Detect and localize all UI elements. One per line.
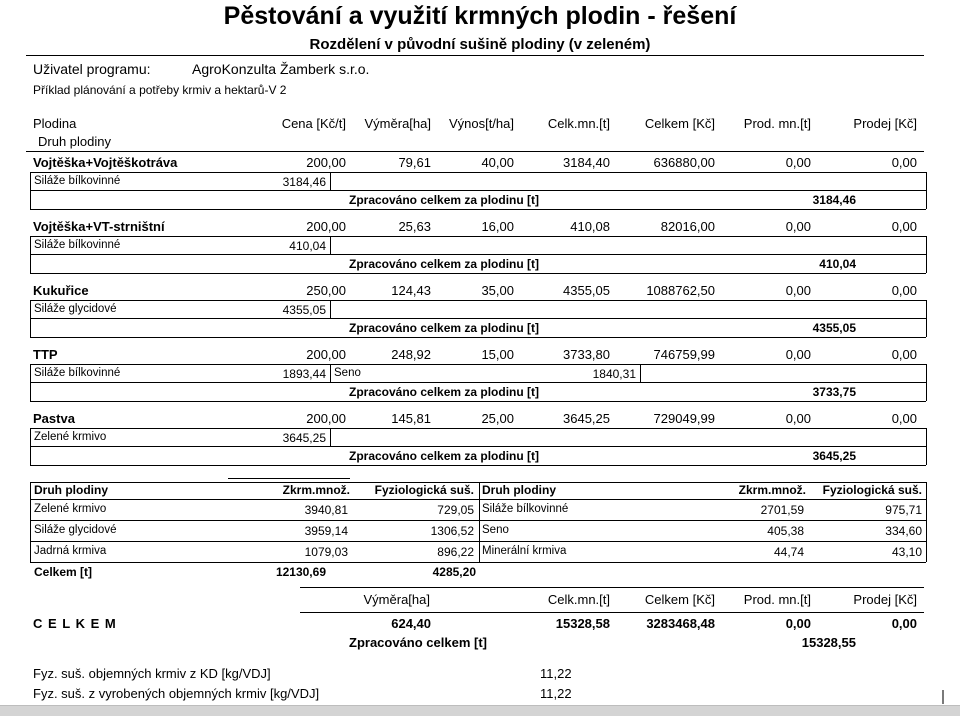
grand-h-celkem: Celkem [Kč] [644,592,715,607]
crop-celkem: 1088762,50 [646,283,715,298]
header-druh-plodiny: Druh plodiny [38,134,111,149]
summary-h-fyz2: Fyziologická suš. [822,483,922,497]
crop-row-rule [30,364,926,365]
header-vynos: Výnos[t/ha] [448,116,514,131]
summary-v2 [926,482,927,562]
header-celkem-kc: Celkem [Kč] [644,116,715,131]
example-label: Příklad plánování a potřeby krmiv a hektarů-V 2 [33,83,287,97]
crop-vymera: 124,43 [391,283,431,298]
crop-prod-mn: 0,00 [785,155,811,170]
crop-right-border [926,172,927,209]
crop-vynos: 25,00 [481,411,514,426]
crop-name: TTP [33,347,58,362]
crop-processed-label: Zpracováno celkem za plodinu [t] [349,321,540,335]
summary-left-fyz: 896,22 [437,545,474,559]
summary-h-druh: Druh plodiny [34,483,108,497]
summary-right-name: Minerální krmiva [482,545,567,557]
grand-celk-mn: 15328,58 [555,616,610,631]
crop-cena: 250,00 [306,283,346,298]
summary-right-name: Seno [482,524,509,536]
grand-top-rule [300,587,924,588]
crop-use-divider [330,300,331,318]
header-rule [26,151,924,152]
crop-left-border [30,236,31,273]
crop-use-rule [30,446,926,447]
header-plodina: Plodina [33,116,77,131]
crop-left-border [30,428,31,465]
crop-use2-divider [640,364,641,382]
crop-left-border [30,364,31,401]
crop-prod-mn: 0,00 [785,347,811,362]
crop-use-value: 4355,05 [282,303,326,317]
summary-right-fyz: 43,10 [891,545,922,559]
crop-block-bottom [30,401,926,402]
crop-celk-mn: 410,08 [570,219,610,234]
crop-processed-label: Zpracováno celkem za plodinu [t] [349,257,540,271]
crop-processed-value: 410,04 [819,257,856,271]
crop-vymera: 145,81 [391,411,431,426]
crop-use-rule [30,254,926,255]
summary-right-fyz: 975,71 [885,503,922,517]
crop-use-name: Siláže bílkovinné [34,239,121,251]
grand-h-prod-mn: Prod. mn.[t] [743,592,811,607]
crop-block-bottom [30,465,926,466]
crop-use2-name: Seno [334,367,361,379]
crop-celk-mn: 3733,80 [563,347,610,362]
crop-celk-mn: 3645,25 [563,411,610,426]
crop-celkem: 746759,99 [653,347,715,362]
crop-processed-label: Zpracováno celkem za plodinu [t] [349,449,540,463]
footer-line2-label: Fyz. suš. z vyrobených objemných krmiv [kg/VDJ] [33,686,320,701]
crop-vymera: 248,92 [391,347,431,362]
crop-prodej: 0,00 [891,411,917,426]
crop-row-rule [30,428,926,429]
crop-use-value: 3645,25 [282,431,326,445]
crop-use-name: Siláže bílkovinné [34,367,121,379]
crop-use-value: 3184,46 [282,175,326,189]
summary-left-zkrm: 3940,81 [304,503,348,517]
crop-name: Pastva [33,411,75,426]
crop-processed-value: 3733,75 [812,385,856,399]
page-title: Pěstování a využití krmných plodin - řešení [223,2,737,30]
grand-h-celk-mn: Celk.mn.[t] [547,592,610,607]
crop-left-border [30,300,31,337]
bottom-scrollbar[interactable] [0,705,960,716]
crop-use-rule [30,382,926,383]
summary-left-fyz: 1306,52 [430,524,474,538]
crop-use2-value: 1840,31 [592,367,636,381]
crop-celkem: 729049,99 [653,411,715,426]
crop-right-border [926,364,927,401]
crop-use-name: Siláže glycidové [34,303,117,315]
crop-processed-label: Zpracováno celkem za plodinu [t] [349,193,540,207]
crop-use-value: 410,04 [289,239,326,253]
crop-row-rule [30,236,926,237]
summary-row2-bottom [30,541,926,542]
crop-prod-mn: 0,00 [785,411,811,426]
summary-left-zkrm: 3959,14 [304,524,348,538]
crop-use-name: Zelené krmivo [34,431,107,443]
summary-left-zkrm: 1079,03 [304,545,348,559]
summary-total-label: Celkem [t] [34,565,93,579]
header-prod-mn: Prod. mn.[t] [743,116,811,131]
crop-prodej: 0,00 [891,283,917,298]
summary-right-zkrm: 2701,59 [760,503,804,517]
crop-vynos: 15,00 [481,347,514,362]
summary-right-fyz: 334,60 [885,524,922,538]
summary-h-fyz: Fyziologická suš. [374,483,474,497]
grand-prodej: 0,00 [891,616,917,631]
summary-right-name: Siláže bílkovinné [482,503,569,515]
summary-left-name: Zelené krmivo [34,503,107,515]
crop-prodej: 0,00 [891,155,917,170]
grand-processed-label: Zpracováno celkem [t] [349,635,487,650]
header-vymera: Výměra[ha] [364,116,431,131]
crop-vynos: 16,00 [481,219,514,234]
crop-block-bottom [30,209,926,210]
header-cena: Cena [Kč/t] [281,116,346,131]
header-celk-mn: Celk.mn.[t] [547,116,610,131]
summary-row3-bottom [30,562,926,563]
crop-name: Kukuřice [33,283,89,298]
crop-right-border [926,300,927,337]
grand-h-prodej: Prodej [Kč] [853,592,917,607]
crop-use-divider [330,172,331,190]
crop-prodej: 0,00 [891,347,917,362]
crop-row-rule [30,172,926,173]
crop-cena: 200,00 [306,411,346,426]
footer-line2-value: 11,22 [540,686,572,701]
crop-cena: 200,00 [306,347,346,362]
crop-processed-value: 4355,05 [812,321,856,335]
footer-line1-label: Fyz. suš. objemných krmiv z KD [kg/VDJ] [33,666,271,681]
crop-block-bottom [30,273,926,274]
grand-header-rule [300,612,924,613]
page-subtitle: Rozdělení v původní sušině plodiny (v zeleném) [309,36,651,53]
crop-celk-mn: 3184,40 [563,155,610,170]
crop-use-rule [30,318,926,319]
summary-header-bottom [30,499,926,500]
header-prodej: Prodej [Kč] [853,116,917,131]
crop-row-rule [30,300,926,301]
crop-use-divider [330,428,331,446]
grand-processed-value: 15328,55 [801,635,856,650]
summary-left-fyz: 729,05 [437,503,474,517]
grand-label: C E L K E M [33,616,117,631]
grand-celkem: 3283468,48 [646,616,715,631]
crop-use-rule [30,190,926,191]
crop-right-border [926,236,927,273]
crop-use-value: 1893,44 [282,367,326,381]
crop-vymera: 25,63 [398,219,431,234]
crop-left-border [30,172,31,209]
summary-right-zkrm: 44,74 [773,545,804,559]
user-label: Uživatel programu: [33,61,151,77]
summary-h-zkrm2: Zkrm.množ. [738,483,806,497]
summary-v0 [30,482,31,562]
crop-use-name: Siláže bílkovinné [34,175,121,187]
summary-row1-bottom [30,520,926,521]
crop-celkem: 82016,00 [660,219,715,234]
subtitle-underline [26,55,924,56]
summary-total-zkrm: 12130,69 [275,565,326,579]
summary-h-druh2: Druh plodiny [482,483,556,497]
summary-top-rule [228,478,350,479]
crop-celk-mn: 4355,05 [563,283,610,298]
crop-block-bottom [30,337,926,338]
summary-h-zkrm: Zkrm.množ. [282,483,350,497]
crop-processed-value: 3184,46 [812,193,856,207]
crop-prod-mn: 0,00 [785,219,811,234]
grand-h-vymera: Výměra[ha] [363,592,430,607]
crop-use-divider [330,364,331,382]
summary-total-fyz: 4285,20 [432,565,476,579]
crop-prod-mn: 0,00 [785,283,811,298]
summary-left-name: Jadrná krmiva [34,545,107,557]
crop-vynos: 40,00 [481,155,514,170]
crop-right-border [926,428,927,465]
grand-vymera: 624,40 [391,616,431,631]
summary-v1 [479,482,480,562]
scroll-marker [942,690,944,704]
crop-processed-label: Zpracováno celkem za plodinu [t] [349,385,540,399]
crop-vynos: 35,00 [481,283,514,298]
crop-celkem: 636880,00 [653,155,715,170]
user-value: AgroKonzulta Žamberk s.r.o. [192,61,370,77]
crop-name: Vojtěška+Vojtěškotráva [33,155,178,170]
grand-prod-mn: 0,00 [785,616,811,631]
footer-line1-value: 11,22 [540,666,572,681]
summary-right-zkrm: 405,38 [767,524,804,538]
crop-processed-value: 3645,25 [812,449,856,463]
crop-vymera: 79,61 [398,155,431,170]
crop-cena: 200,00 [306,219,346,234]
crop-prodej: 0,00 [891,219,917,234]
crop-name: Vojtěška+VT-strništní [33,219,165,234]
summary-left-name: Siláže glycidové [34,524,117,536]
crop-use-divider [330,236,331,254]
crop-cena: 200,00 [306,155,346,170]
